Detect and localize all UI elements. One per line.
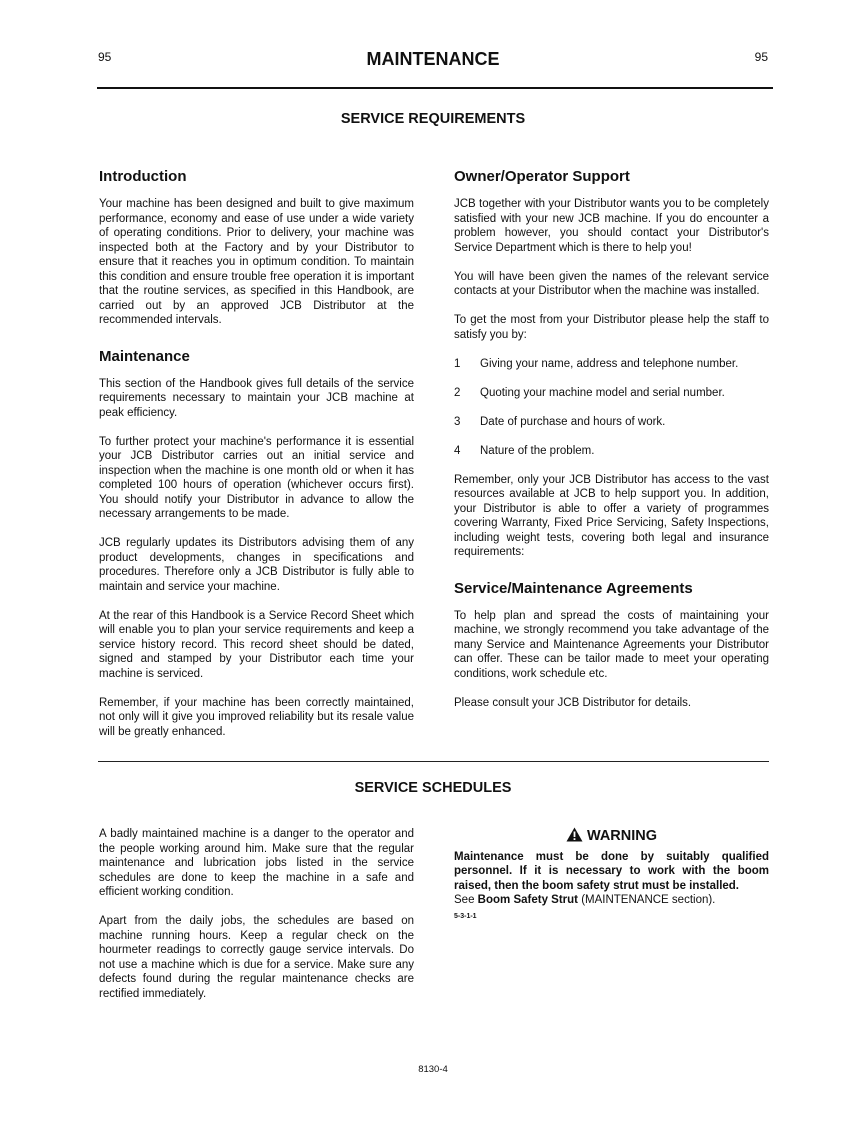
introduction-heading: Introduction bbox=[99, 168, 187, 185]
maintenance-paragraph-1: This section of the Handbook gives full details of the service requirements necessary to maintain your JCB machine at peak efficiency. bbox=[99, 377, 414, 419]
list-item-number: 2 bbox=[454, 386, 461, 399]
warning-see-prefix: See bbox=[454, 894, 478, 906]
warning-title: WARNING bbox=[586, 828, 658, 844]
left-column bbox=[99, 168, 414, 754]
maintenance-heading: Maintenance bbox=[99, 347, 190, 365]
list-item-number: 1 bbox=[454, 357, 461, 370]
service-schedules-heading: SERVICE SCHEDULES bbox=[354, 780, 512, 796]
list-item-text: Quoting your machine model and serial number. bbox=[480, 386, 725, 399]
warning-block bbox=[454, 827, 769, 924]
warning-see-suffix: (MAINTENANCE section). bbox=[578, 894, 716, 906]
section-divider bbox=[98, 761, 769, 762]
warning-heading bbox=[454, 827, 769, 844]
agreements-heading: Service/Maintenance Agreements bbox=[454, 579, 693, 597]
page-number-left: 95 bbox=[98, 50, 112, 64]
boom-safety-strut-reference: Boom Safety Strut bbox=[477, 894, 578, 906]
list-item-text: Giving your name, address and telephone number. bbox=[480, 357, 739, 370]
owner-support-paragraph-4: Remember, only your JCB Distributor has access to the vast resources available at JCB to help support you. In addition, your Distributor is able to offer a variety of programmes covering Warranty, Fixed Price Servicing, Safety Inspections, including weight tests, covering both legal and insurance requirements: bbox=[454, 473, 769, 558]
list-item bbox=[454, 415, 769, 430]
schedules-left-column bbox=[99, 827, 414, 1016]
warning-see-reference bbox=[454, 893, 769, 908]
header-rule bbox=[97, 87, 773, 89]
schedules-paragraph-1: A badly maintained machine is a danger to the operator and the people working around him. Make sure that the regular maintenance and lubrication jobs listed in the service schedules are done to keep the machine in a safe and efficient working condition. bbox=[99, 828, 414, 898]
right-column bbox=[454, 168, 769, 725]
agreements-paragraph-2: Please consult your JCB Distributor for details. bbox=[454, 696, 692, 709]
owner-support-paragraph-2: You will have been given the names of the relevant service contacts at your Distributor when the machine was installed. bbox=[454, 270, 769, 297]
maintenance-paragraph-4: At the rear of this Handbook is a Service Record Sheet which will enable you to plan your service requirements and keep a service history record. This record sheet should be dated, signed and stamped by your Distributor each time your machine is serviced. bbox=[99, 609, 414, 680]
agreements-paragraph-1: To help plan and spread the costs of maintaining your machine, we strongly recommend you take advantage of the many Service and Maintenance Agreements your Distributor can offer. These can be tailor made to meet your operating conditions, work schedule etc. bbox=[454, 609, 769, 680]
list-item bbox=[454, 357, 769, 372]
warning-triangle-icon bbox=[566, 827, 583, 842]
maintenance-paragraph-3: JCB regularly updates its Distributors advising them of any product developments, changes in specifications and procedures. Therefore only a JCB Distributor is fully able to maintain and service your machine. bbox=[99, 537, 414, 593]
warning-code: 5-3-1-1 bbox=[454, 912, 477, 920]
page-number-right: 95 bbox=[754, 50, 768, 64]
warning-text: Maintenance must be done by suitably qualified personnel. If it is necessary to work with the boom raised, then the boom safety strut must be installed. bbox=[454, 850, 769, 892]
schedules-paragraph-2: Apart from the daily jobs, the schedules are based on machine running hours. Keep a regular check on the hourmeter readings to correctly gauge service intervals. Do not use a machine which is due for a service. Make sure any defects found during the regular maintenance checks are rectified immediately. bbox=[99, 915, 414, 1000]
page-title: MAINTENANCE bbox=[366, 49, 500, 69]
document-number: 8130-4 bbox=[418, 1064, 448, 1075]
list-item bbox=[454, 444, 769, 459]
list-item-text: Date of purchase and hours of work. bbox=[480, 415, 666, 428]
owner-support-paragraph-1: JCB together with your Distributor wants you to be completely satisfied with your new JCB machine. If you do encounter a problem however, you should contact your Distributor's Service Department which is there to help you! bbox=[454, 198, 769, 254]
maintenance-paragraph-5: Remember, if your machine has been correctly maintained, not only will it give you improved reliability but its resale value will be greatly enhanced. bbox=[99, 696, 414, 738]
list-item-number: 3 bbox=[454, 415, 461, 428]
owner-support-heading: Owner/Operator Support bbox=[454, 168, 630, 185]
owner-support-paragraph-3: To get the most from your Distributor please help the staff to satisfy you by: bbox=[454, 314, 769, 341]
introduction-paragraph: Your machine has been designed and built to give maximum performance, economy and ease of use under a wide variety of operating conditions. Prior to delivery, your machine was inspected both at the Factory and by your Distributor to ensure that it reaches you in optimum condition. To maintain this condition and ensure trouble free operation it is important that the routine services, as specified in this Handbook, are carried out by an approved JCB Distributor at the recommended intervals. bbox=[99, 198, 414, 326]
list-item-number: 4 bbox=[454, 444, 461, 457]
maintenance-paragraph-2: To further protect your machine's performance it is essential your JCB Distributor carries out an initial service and inspection when the machine is one month old or when it has completed 100 hours of operation (whichever occurs first). You should notify your Distributor in advance to allow the necessary arrangements to be made. bbox=[99, 435, 414, 520]
list-item-text: Nature of the problem. bbox=[480, 444, 595, 457]
service-requirements-heading: SERVICE REQUIREMENTS bbox=[340, 111, 526, 127]
list-item bbox=[454, 386, 769, 401]
